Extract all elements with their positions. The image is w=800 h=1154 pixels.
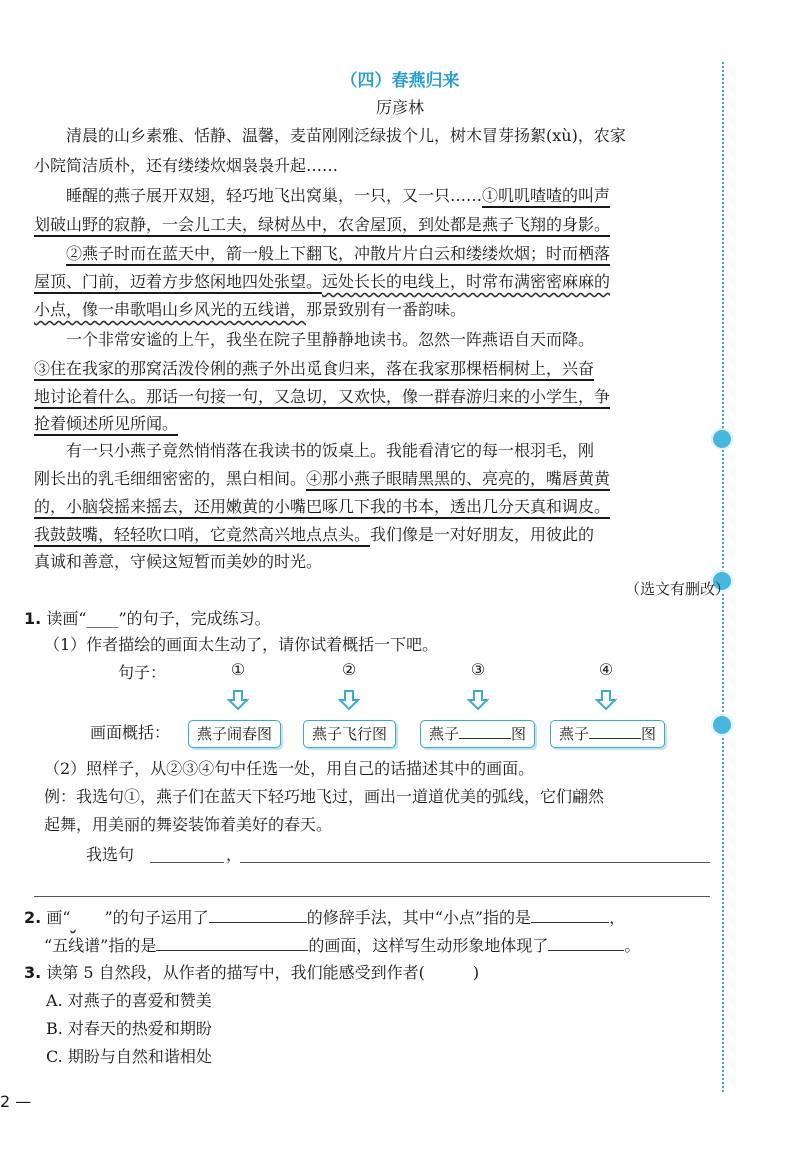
passage-line: [34, 468, 714, 490]
question-number: 3.: [24, 963, 42, 982]
passage-line: [66, 185, 714, 207]
question-number: 2.: [24, 908, 42, 927]
question-text: ，: [609, 908, 626, 927]
margin-dot-icon: [711, 714, 733, 736]
underlined-sentence-2: ②燕子时而在蓝天中，箭一般上下翻飞，冲散片片白云和缕缕炊烟；时而栖落: [66, 244, 611, 263]
summary-label: 画面概括：: [90, 723, 171, 742]
option-b[interactable]: B. 对春天的热爱和期盼: [46, 1019, 212, 1038]
question-text: 的画面，这样写生动形象地体现了: [308, 936, 549, 955]
passage-line: [34, 271, 714, 293]
down-arrow-icon: [337, 688, 361, 712]
plain-text: 那景致别有一番韵味。: [306, 300, 467, 319]
underlined-sentence-1: ①叽叽喳喳的叫声: [482, 186, 611, 205]
box-text: 燕子: [429, 725, 460, 743]
underlined-sentence-3: 抢着倾述所见所闻。: [34, 414, 179, 433]
question-3-stem: [24, 962, 479, 984]
question-text: 读画“____”的句子，完成练习。: [46, 609, 271, 628]
passage-line: 清晨的山乡素雅、恬静、温馨，麦苗刚刚泛绿拔个儿，树木冒芽扬絮(xù)，农家: [66, 126, 626, 145]
passage-title: （四）春燕归来: [340, 71, 460, 91]
wavy-mark: [71, 907, 105, 929]
answer-blank[interactable]: [531, 906, 609, 923]
summary-box-2: 燕子飞行图: [303, 720, 396, 748]
option-c[interactable]: C. 期盼与自然和谐相处: [46, 1047, 212, 1066]
passage-line: [34, 524, 714, 546]
passage-line: 真诚和善意，守候这短暂而美妙的时光。: [34, 552, 323, 571]
underlined-sentence-4: ④那小燕子眼睛黑黑的、亮亮的，嘴唇黄黄: [306, 469, 611, 488]
question-2-line-2: [44, 934, 640, 957]
choose-line: [86, 844, 134, 866]
box-text: 图: [641, 725, 657, 743]
answer-blank[interactable]: [589, 722, 641, 739]
plain-text: 我们像是一对好朋友，用彼此的: [370, 525, 595, 544]
passage-line: 一个非常安谧的上午，我坐在院子里静静地读书。忽然一阵燕语自天而降。: [66, 330, 595, 349]
source-note: （选文有删改）: [624, 580, 730, 598]
passage-line: [34, 299, 714, 321]
summary-box-1: 燕子闹春图: [188, 720, 281, 748]
example-line: 例：我选句①，燕子们在蓝天下轻巧地飞过，画出一道道优美的弧线，它们翩然: [44, 787, 605, 806]
answer-blank[interactable]: [548, 934, 624, 951]
plain-text: 刚长出的乳毛细细密密的，黑白相间。: [34, 469, 307, 488]
passage-line: 有一只小燕子竟然悄悄落在我读书的饭桌上。我能看清它的每一根羽毛，刚: [66, 441, 595, 460]
answer-blank[interactable]: [150, 862, 224, 863]
question-text: “五线谱”指的是: [44, 936, 157, 955]
down-arrow-icon: [466, 688, 490, 712]
passage-line: [34, 214, 714, 236]
sentence-num: ④: [598, 660, 614, 679]
underlined-sentence-4: 的，小脑袋摇来摇去，还用嫩黄的小嘴巴啄几下我的书本，透出几分天真和调皮。: [34, 497, 611, 516]
passage-line: 小院简洁质朴，还有缕缕炊烟袅袅升起……: [34, 156, 339, 175]
answer-blank[interactable]: [209, 906, 307, 923]
sentence-label: 句子：: [118, 663, 167, 682]
option-a[interactable]: A. 对燕子的喜爱和赞美: [46, 991, 212, 1010]
underlined-sentence-1: 划破山野的寂静，一会儿工夫，绿树丛中，农舍屋顶，到处都是燕子飞翔的身影。: [34, 215, 611, 234]
question-text: 。: [624, 936, 641, 955]
passage-line: [34, 496, 714, 518]
answer-blank[interactable]: [459, 722, 511, 739]
summary-box-4[interactable]: [550, 720, 665, 748]
answer-blank[interactable]: [156, 934, 308, 951]
question-number: 1.: [24, 609, 42, 628]
choose-comma: ，: [226, 845, 243, 864]
margin-dot-icon: [711, 428, 733, 450]
question-text: 画“: [46, 908, 71, 927]
sentence-num: ②: [341, 660, 357, 679]
passage-line: [34, 386, 714, 408]
question-1-stem: [24, 608, 271, 630]
answer-line[interactable]: [34, 896, 710, 897]
passage-line: [34, 358, 714, 380]
plain-text: 睡醒的燕子展开双翅，轻巧地飞出窝巢，一只，又一只……: [66, 186, 483, 205]
wavy-sentence: 小点，像一串歌唱山乡风光的五线谱，: [34, 300, 307, 319]
underlined-sentence-2: 屋顶、门前，迈着方步悠闲地四处张望。: [34, 272, 323, 291]
sentence-num: ③: [470, 660, 486, 679]
passage-line: [34, 413, 714, 435]
page-number: 2 —: [0, 1092, 32, 1111]
answer-line[interactable]: [240, 862, 710, 863]
summary-box-3[interactable]: [420, 720, 535, 748]
passage-line: [66, 243, 714, 265]
example-line: 起舞，用美丽的舞姿装饰着美好的春天。: [44, 815, 333, 834]
box-text: 燕子: [559, 725, 590, 743]
question-text: 读第 5 自然段，从作者的描写中，我们能感受到作者( ): [46, 963, 480, 982]
down-arrow-icon: [594, 688, 618, 712]
question-1-sub2: （2）照样子，从②③④句中任选一处，用自己的话描述其中的画面。: [44, 759, 535, 778]
passage-author: 厉彦林: [375, 98, 424, 117]
question-2-line-1: [24, 906, 625, 929]
underlined-sentence-3: ③住在我家的那窝活泼伶俐的燕子外出觅食归来，落在我家那棵梧桐树上，兴奋: [34, 359, 595, 378]
sentence-num: ①: [230, 660, 246, 679]
wavy-sentence: 远处长长的电线上，时常布满密密麻麻的: [322, 272, 611, 291]
question-1-sub1: （1）作者描绘的画面太生动了，请你试着概括一下吧。: [44, 635, 439, 654]
box-text: 图: [511, 725, 527, 743]
question-text: ”的句子运用了: [104, 908, 209, 927]
underlined-sentence-3: 地讨论着什么。那话一句接一句，又急切，又欢快，像一群春游归来的小学生，争: [34, 387, 611, 406]
underlined-sentence-4: 我鼓鼓嘴，轻轻吹口哨，它竟然高兴地点点头。: [34, 525, 371, 544]
choose-prefix: 我选句: [86, 845, 135, 864]
question-text: 的修辞手法，其中“小点”指的是: [306, 908, 532, 927]
down-arrow-icon: [226, 688, 250, 712]
